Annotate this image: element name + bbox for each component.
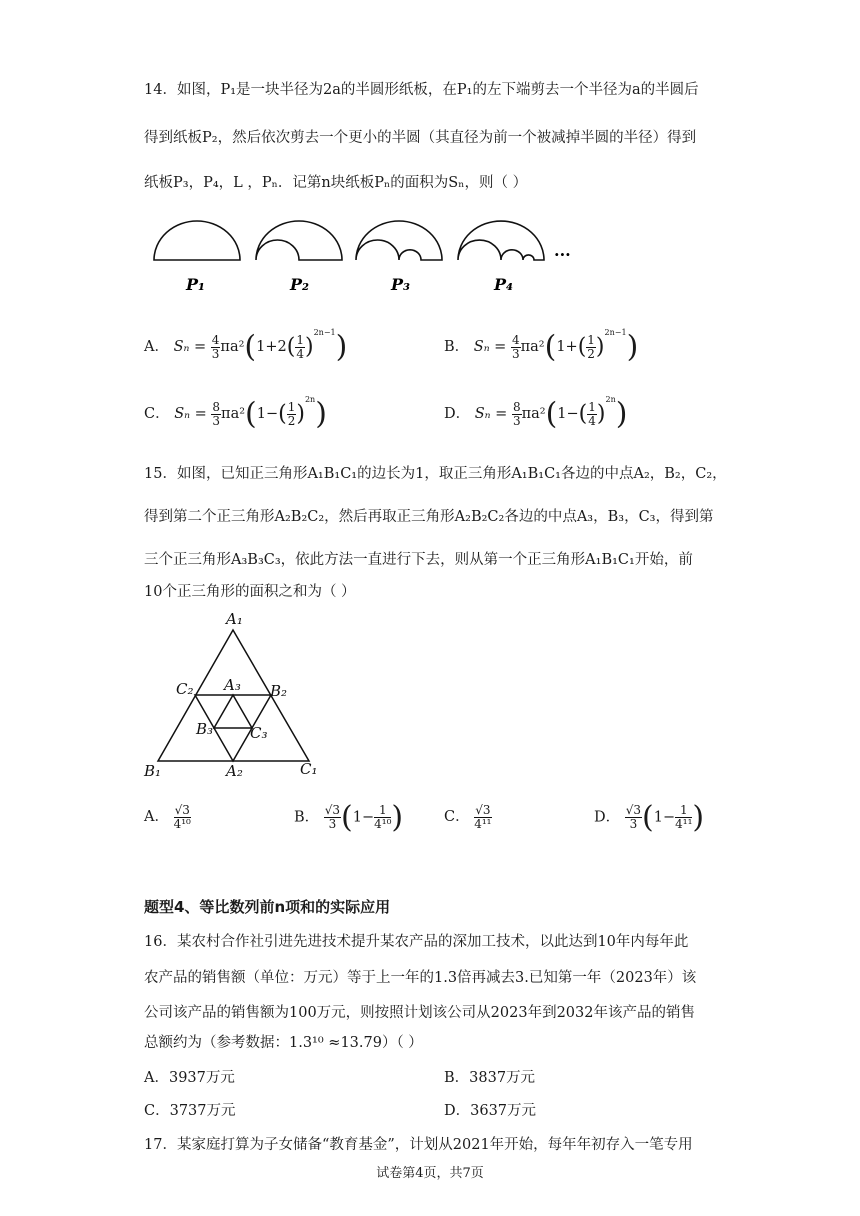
semicircle-p1 xyxy=(154,221,240,260)
q16-line-3: 公司该产品的销售额为100万元，则按照计划该公司从2023年到2032年该产品的销售 xyxy=(144,1005,695,1021)
q15-option-b[interactable]: B． $\frac{√3}{3}$ (1− $\frac{1}{\text{4¹⁰}}$ ) xyxy=(294,800,404,835)
section-title: 题型4、等比数列前n项和的实际应用 xyxy=(144,898,391,916)
q15-line-1: 15．如图，已知正三角形A₁B₁C₁的边长为1，取正三角形A₁B₁C₁各边的中点A₂，B₂，C₂， xyxy=(144,466,727,482)
label-p2: P₂ xyxy=(290,275,310,294)
svg-text:B₃: B₃ xyxy=(196,720,214,738)
q16-line-4: 总额约为（参考数据：1.3¹⁰ ≈13.79）（ ） xyxy=(144,1035,423,1051)
q15-line-2: 得到第二个正三角形A₂B₂C₂，然后再取正三角形A₂B₂C₂各边的中点A₃，B₃，C₃，得到第 xyxy=(144,509,714,525)
q15-option-d[interactable]: D． $\frac{√3}{3}$ (1− $\frac{1}{\text{4¹¹}}$ ) xyxy=(594,800,705,835)
label-p1: P₁ xyxy=(186,275,206,294)
q16-option-d[interactable]: D．3637万元 xyxy=(444,1103,537,1119)
q14-option-b[interactable]: B． Sₙ = $\frac{4}{3}$ πa²(1+( $\frac{1}{2}$ )$^{2n-1}$) xyxy=(444,328,639,365)
q15-option-a[interactable]: A． $\frac{√3}{\text{4¹⁰}}$ xyxy=(144,803,191,831)
q14-option-a[interactable]: A． Sₙ = $\frac{4}{3}$ πa²(1+2( $\frac{1}{4}$ )$^{2n-1}$) xyxy=(144,328,348,365)
svg-text:A₃: A₃ xyxy=(224,676,241,694)
q14-line-3: 纸板P₃，P₄，L ，Pₙ．记第n块纸板Pₙ的面积为Sₙ，则（ ） xyxy=(144,175,528,191)
triangle-a3b3c3 xyxy=(214,695,252,728)
svg-text:A₁: A₁ xyxy=(226,610,243,628)
svg-text:C₂: C₂ xyxy=(176,680,194,698)
q15-option-c[interactable]: C． $\frac{√3}{\text{4¹¹}}$ xyxy=(444,803,492,831)
q16-option-a[interactable]: A．3937万元 xyxy=(144,1070,235,1086)
q14-option-d[interactable]: D． Sₙ = $\frac{8}{3}$ πa²(1−( $\frac{1}{4}$ )$^{2n}$) xyxy=(444,395,628,432)
svg-text:C₁: C₁ xyxy=(300,760,318,778)
label-p4: P₄ xyxy=(494,275,514,294)
q16-option-b[interactable]: B．3837万元 xyxy=(444,1070,536,1086)
semicircle-p4 xyxy=(458,221,544,260)
q17-line-1: 17．某家庭打算为子女储备“教育基金”，计划从2021年开始，每年年初存入一笔专用 xyxy=(144,1137,693,1153)
q14-line-1: 14．如图，P₁是一块半径为2a的半圆形纸板，在P₁的左下端剪去一个半径为a的半圆后 xyxy=(144,82,699,98)
semicircle-p3 xyxy=(356,221,442,260)
svg-text:B₂: B₂ xyxy=(270,682,288,700)
q15-triangle-figure xyxy=(140,608,340,788)
q14-figure xyxy=(150,218,610,298)
ellipsis: ··· xyxy=(554,245,571,264)
q16-option-c[interactable]: C．3737万元 xyxy=(144,1103,236,1119)
semicircle-p2 xyxy=(256,221,342,260)
svg-text:B₁: B₁ xyxy=(144,762,162,780)
svg-text:A₂: A₂ xyxy=(226,762,243,780)
svg-text:C₃: C₃ xyxy=(250,724,268,742)
label-p3: P₃ xyxy=(391,275,411,294)
q14-option-c[interactable]: C． Sₙ = $\frac{8}{3}$ πa²(1−( $\frac{1}{2}$ )$^{2n}$) xyxy=(144,395,327,432)
q16-line-1: 16．某农村合作社引进先进技术提升某农产品的深加工技术，以此达到10年内每年此 xyxy=(144,934,689,950)
page-footer: 试卷第4页，共7页 xyxy=(376,1166,484,1181)
q15-line-4: 10个正三角形的面积之和为（ ） xyxy=(144,584,356,600)
q16-line-2: 农产品的销售额（单位：万元）等于上一年的1.3倍再减去3.已知第一年（2023年）该 xyxy=(144,970,697,986)
q15-line-3: 三个正三角形A₃B₃C₃，依此方法一直进行下去，则从第一个正三角形A₁B₁C₁开始，前 xyxy=(144,552,693,568)
q14-line-2: 得到纸板P₂，然后依次剪去一个更小的半圆（其直径为前一个被减掉半圆的半径）得到 xyxy=(144,130,697,146)
